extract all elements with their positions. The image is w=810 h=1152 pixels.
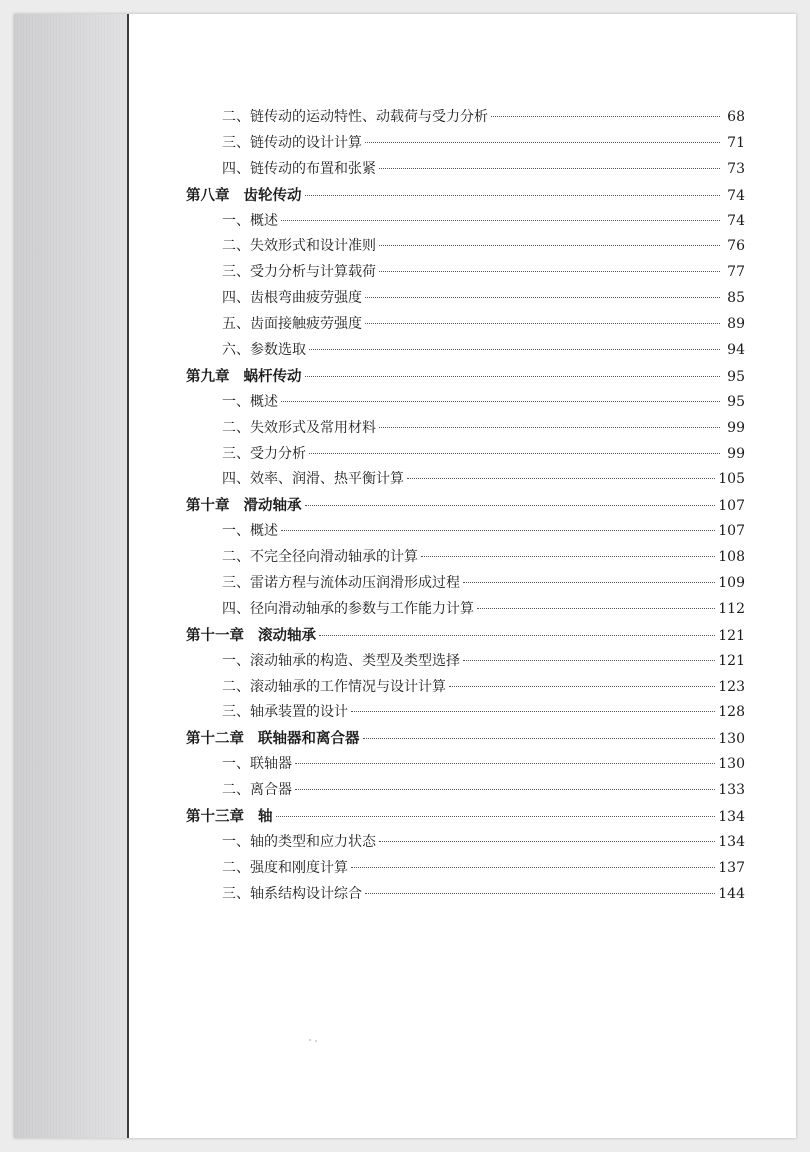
- toc-section-row: [186, 856, 745, 882]
- chapter-number: 第十一章: [186, 626, 244, 644]
- toc-section-row: [186, 390, 745, 416]
- page-number: 137: [718, 859, 745, 876]
- page-number: 144: [718, 885, 745, 902]
- dot-leader: [305, 505, 716, 506]
- toc-chapter-row: [186, 183, 745, 209]
- dot-leader: [379, 271, 720, 272]
- page-number: 77: [727, 264, 745, 281]
- toc-section-row: [186, 571, 745, 597]
- page-number: 85: [727, 290, 745, 307]
- section-title: 三、链传动的设计计算: [222, 134, 362, 151]
- dot-leader: [463, 660, 715, 661]
- section-title: 二、滚动轴承的工作情况与设计计算: [222, 678, 446, 695]
- section-title: 一、概述: [222, 212, 278, 229]
- dot-leader: [365, 323, 720, 324]
- section-title: 六、参数选取: [222, 342, 306, 359]
- toc-section-row: [186, 467, 745, 493]
- section-title: 二、不完全径向滑动轴承的计算: [222, 549, 418, 566]
- section-title: 三、轴系结构设计综合: [222, 885, 362, 902]
- page-number: 128: [718, 704, 745, 721]
- section-title: 四、齿根弯曲疲劳强度: [222, 290, 362, 307]
- toc-section-row: [186, 312, 745, 338]
- chapter-title: 齿轮传动: [243, 186, 302, 204]
- dot-leader: [305, 195, 721, 196]
- dot-leader: [421, 556, 715, 557]
- page-number: 74: [727, 212, 745, 229]
- toc-section-row: [186, 752, 745, 778]
- dot-leader: [351, 867, 715, 868]
- page-number: 89: [727, 316, 745, 333]
- toc-section-row: [186, 778, 745, 804]
- page-number: 134: [718, 833, 745, 850]
- dot-leader: [379, 427, 720, 428]
- section-title: 二、强度和刚度计算: [222, 859, 348, 876]
- toc-section-row: [186, 286, 745, 312]
- toc-section-row: [186, 209, 745, 235]
- dot-leader: [351, 711, 715, 712]
- scanned-page-frame: [14, 14, 796, 1138]
- toc-section-row: [186, 338, 745, 364]
- section-title: 二、离合器: [222, 782, 292, 799]
- page-number: 95: [727, 393, 745, 410]
- dot-leader: [365, 893, 715, 894]
- page-number: 130: [718, 756, 745, 773]
- toc-section-row: [186, 519, 745, 545]
- page-number: 134: [718, 809, 745, 826]
- toc-section-row: [186, 597, 745, 623]
- section-title: 一、概述: [222, 523, 278, 540]
- toc-section-row: [186, 545, 745, 571]
- page-number: 94: [727, 342, 745, 359]
- chapter-number: 第十二章: [186, 730, 244, 748]
- section-title: 四、链传动的布置和张紧: [222, 160, 376, 177]
- dot-leader: [379, 168, 720, 169]
- section-title: 五、齿面接触疲劳强度: [222, 316, 362, 333]
- dot-leader: [281, 220, 720, 221]
- dot-leader: [463, 582, 715, 583]
- section-title: 四、效率、润滑、热平衡计算: [222, 471, 404, 488]
- scan-speck: [315, 1040, 317, 1042]
- page-number: 130: [718, 731, 745, 748]
- toc-chapter-row: [186, 804, 745, 830]
- toc-section-row: [186, 157, 745, 183]
- dot-leader: [379, 841, 715, 842]
- dot-leader: [477, 608, 715, 609]
- page-number: 71: [727, 134, 745, 151]
- toc-section-row: [186, 700, 745, 726]
- dot-leader: [365, 142, 720, 143]
- dot-leader: [363, 738, 716, 739]
- dot-leader: [295, 763, 715, 764]
- section-title: 一、联轴器: [222, 756, 292, 773]
- section-title: 四、径向滑动轴承的参数与工作能力计算: [222, 600, 474, 617]
- section-title: 二、失效形式和设计准则: [222, 238, 376, 255]
- scan-speck: [309, 1039, 311, 1041]
- page-number: 76: [727, 238, 745, 255]
- section-title: 一、滚动轴承的构造、类型及类型选择: [222, 652, 460, 669]
- dot-leader: [365, 297, 720, 298]
- chapter-title: 滚动轴承: [258, 626, 316, 644]
- section-title: 一、轴的类型和应力状态: [222, 833, 376, 850]
- page-number: 109: [718, 575, 745, 592]
- dot-leader: [281, 530, 715, 531]
- chapter-number: 第八章: [186, 186, 230, 204]
- section-title: 三、轴承装置的设计: [222, 704, 348, 721]
- dot-leader: [295, 789, 715, 790]
- page-number: 68: [727, 109, 745, 125]
- section-title: 二、失效形式及常用材料: [222, 419, 376, 436]
- toc-chapter-row: [186, 623, 745, 649]
- toc-section-row: [186, 675, 745, 701]
- toc-page: [129, 14, 796, 1138]
- dot-leader: [309, 453, 720, 454]
- chapter-title: 滑动轴承: [243, 497, 302, 515]
- page-number: 99: [727, 419, 745, 436]
- page-number: 121: [718, 627, 745, 644]
- toc-section-row: [186, 234, 745, 260]
- page-number: 74: [727, 187, 745, 204]
- dot-leader: [276, 816, 716, 817]
- toc-section-row: [186, 830, 745, 856]
- binding-gutter: [14, 14, 129, 1138]
- dot-leader: [319, 635, 715, 636]
- page-number: 95: [727, 368, 745, 385]
- toc-section-row: [186, 105, 745, 131]
- dot-leader: [449, 686, 715, 687]
- toc-chapter-row: [186, 364, 745, 390]
- chapter-title: 联轴器和离合器: [258, 730, 360, 748]
- section-title: 二、链传动的运动特性、动载荷与受力分析: [222, 109, 488, 125]
- toc-section-row: [186, 649, 745, 675]
- toc-chapter-row: [186, 493, 745, 519]
- section-title: 三、受力分析: [222, 445, 306, 462]
- dot-leader: [407, 478, 715, 479]
- toc-section-row: [186, 260, 745, 286]
- dot-leader: [305, 376, 721, 377]
- chapter-number: 第十三章: [186, 808, 244, 826]
- section-title: 一、概述: [222, 393, 278, 410]
- chapter-title: 蜗杆传动: [243, 367, 302, 385]
- page-number: 108: [718, 549, 745, 566]
- page-number: 133: [718, 782, 745, 799]
- page-number: 107: [718, 523, 745, 540]
- chapter-title: 轴: [258, 808, 273, 826]
- dot-leader: [281, 401, 720, 402]
- toc-section-row: [186, 131, 745, 157]
- section-title: 三、受力分析与计算载荷: [222, 264, 376, 281]
- page-number: 105: [718, 471, 745, 488]
- dot-leader: [309, 349, 720, 350]
- page-number: 99: [727, 445, 745, 462]
- section-title: 三、雷诺方程与流体动压润滑形成过程: [222, 575, 460, 592]
- page-number: 112: [718, 600, 745, 617]
- dot-leader: [379, 245, 720, 246]
- dot-leader: [491, 116, 720, 117]
- toc-section-row: [186, 416, 745, 442]
- page-number: 121: [718, 652, 745, 669]
- toc-chapter-row: [186, 726, 745, 752]
- chapter-number: 第九章: [186, 367, 230, 385]
- page-number: 107: [718, 498, 745, 515]
- chapter-number: 第十章: [186, 497, 230, 515]
- page-number: 73: [727, 160, 745, 177]
- page-number: 123: [718, 678, 745, 695]
- toc-section-row: [186, 882, 745, 908]
- table-of-contents: [186, 105, 745, 908]
- toc-section-row: [186, 442, 745, 468]
